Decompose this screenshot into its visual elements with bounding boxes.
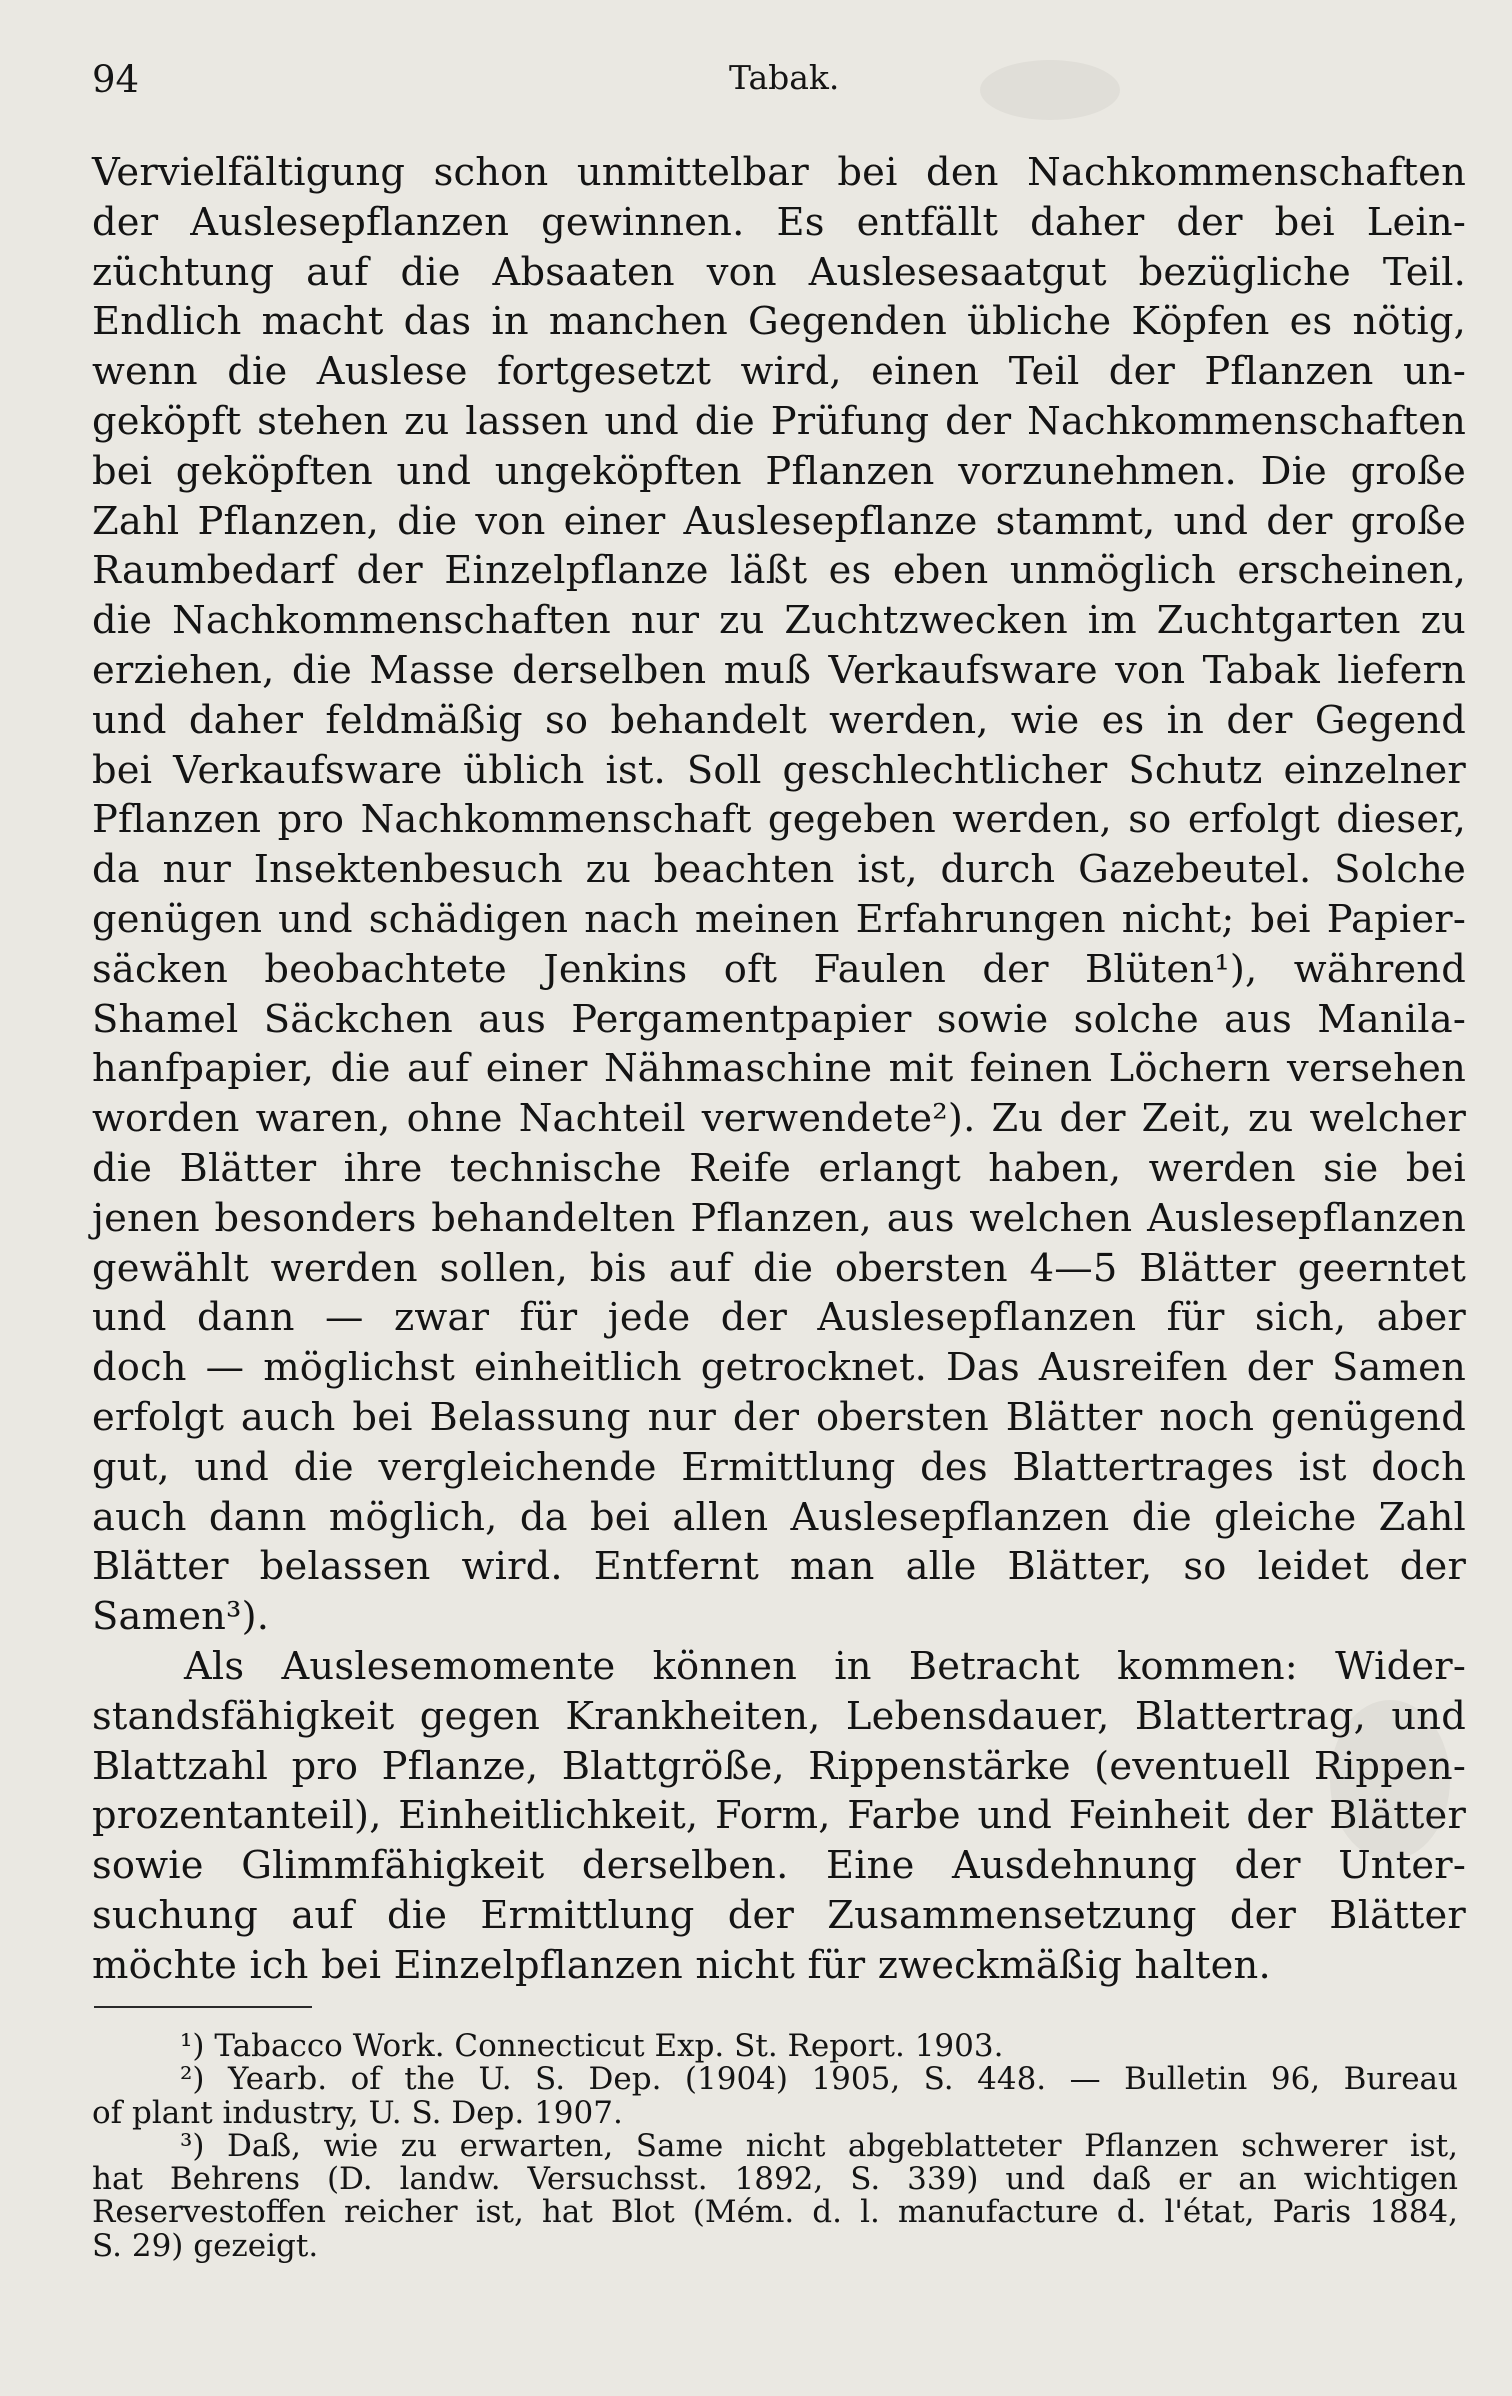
- text-line: der Auslesepflanzen gewinnen. Es entfällt daher der bei Lein-: [92, 199, 1466, 245]
- text-line: gewählt werden sollen, bis auf die obersten 4—5 Blätter geerntet: [92, 1245, 1466, 1291]
- text-line: Pflanzen pro Nachkommenschaft gegeben werden, so erfolgt dieser,: [92, 797, 1466, 843]
- text-line: die Blätter ihre technische Reife erlangt haben, werden sie bei: [92, 1145, 1466, 1191]
- text-line: doch — möglichst einheitlich getrocknet. Das Ausreifen der Samen: [92, 1345, 1466, 1391]
- footnote-line: hat Behrens (D. landw. Versuchsst. 1892, S. 339) und daß er an wichtigen: [92, 2161, 1458, 2198]
- text-line: Shamel Säckchen aus Pergamentpapier sowie solche aus Manila-: [92, 996, 1466, 1042]
- text-line: gut, und die vergleichende Ermittlung des Blattertrages ist doch: [92, 1444, 1466, 1490]
- text-line: worden waren, ohne Nachteil verwendete²). Zu der Zeit, zu welcher: [92, 1096, 1466, 1142]
- text-line: Zahl Pflanzen, die von einer Auslesepflanze stammt, und der große: [92, 498, 1466, 544]
- text-line: suchung auf die Ermittlung der Zusammensetzung der Blätter: [92, 1892, 1466, 1938]
- text-line: da nur Insektenbesuch zu beachten ist, durch Gazebeutel. Solche: [92, 847, 1466, 893]
- footnotes: [92, 2030, 1458, 2263]
- text-line: Samen³).: [92, 1594, 270, 1640]
- text-line: Raumbedarf der Einzelpflanze läßt es eben unmöglich erscheinen,: [92, 548, 1466, 594]
- text-line: genügen und schädigen nach meinen Erfahrungen nicht; bei Papier-: [92, 896, 1466, 942]
- footnote-line: ¹) Tabacco Work. Connecticut Exp. St. Report. 1903.: [180, 2028, 1004, 2064]
- footnote-line: of plant industry, U. S. Dep. 1907.: [92, 2094, 623, 2131]
- text-line: und daher feldmäßig so behandelt werden, wie es in der Gegend: [92, 697, 1466, 743]
- text-line: wenn die Auslese fortgesetzt wird, einen Teil der Pflanzen un-: [92, 349, 1466, 395]
- text-line: prozentanteil), Einheitlichkeit, Form, Farbe und Feinheit der Blätter: [92, 1793, 1466, 1839]
- text-line: möchte ich bei Einzelpflanzen nicht für zweckmäßig halten.: [92, 1942, 1271, 1988]
- text-line: hanfpapier, die auf einer Nähmaschine mit feinen Löchern versehen: [92, 1046, 1466, 1092]
- text-line: Endlich macht das in manchen Gegenden übliche Köpfen es nötig,: [92, 299, 1466, 345]
- text-line: Blätter belassen wird. Entfernt man alle Blätter, so leidet der: [92, 1544, 1466, 1590]
- text-line: sowie Glimmfähigkeit derselben. Eine Ausdehnung der Unter-: [92, 1843, 1466, 1889]
- footnote-line: Reservestoffen reicher ist, hat Blot (Mém. d. l. manufacture d. l'état, Paris 1884,: [92, 2194, 1458, 2231]
- text-line: Vervielfältigung schon unmittelbar bei den Nachkommenschaften: [92, 150, 1466, 195]
- text-line: die Nachkommenschaften nur zu Zuchtzwecken im Zuchtgarten zu: [92, 598, 1466, 644]
- text-line: Als Auslesemomente können in Betracht kommen: Wider-: [184, 1643, 1466, 1689]
- text-line: züchtung auf die Absaaten von Auslesesaatgut bezügliche Teil.: [92, 249, 1466, 295]
- text-line: bei geköpften und ungeköpften Pflanzen vorzunehmen. Die große: [92, 448, 1466, 494]
- text-line: standsfähigkeit gegen Krankheiten, Lebensdauer, Blattertrag, und: [92, 1693, 1466, 1739]
- running-head: Tabak.: [729, 58, 840, 97]
- body-text: [92, 148, 1466, 1990]
- text-line: Blattzahl pro Pflanze, Blattgröße, Rippenstärke (eventuell Rippen-: [92, 1743, 1466, 1789]
- page-header: [92, 58, 1462, 118]
- text-line: geköpft stehen zu lassen und die Prüfung der Nachkommenschaften: [92, 398, 1466, 444]
- text-line: bei Verkaufsware üblich ist. Soll geschlechtlicher Schutz einzelner: [92, 747, 1466, 793]
- text-line: und dann — zwar für jede der Auslesepflanzen für sich, aber: [92, 1295, 1466, 1341]
- footnote-line: ²) Yearb. of the U. S. Dep. (1904) 1905, S. 448. — Bulletin 96, Bureau: [180, 2061, 1458, 2098]
- footnote-separator: [94, 2006, 312, 2008]
- text-line: säcken beobachtete Jenkins oft Faulen der Blüten¹), während: [92, 946, 1466, 992]
- footnote-line: ³) Daß, wie zu erwarten, Same nicht abgeblatteter Pflanzen schwerer ist,: [180, 2127, 1458, 2164]
- footnote-line: S. 29) gezeigt.: [92, 2227, 319, 2264]
- text-line: jenen besonders behandelten Pflanzen, aus welchen Auslesepflanzen: [92, 1195, 1466, 1241]
- text-line: auch dann möglich, da bei allen Auslesepflanzen die gleiche Zahl: [92, 1494, 1466, 1540]
- page-number: 94: [92, 58, 140, 101]
- text-line: erziehen, die Masse derselben muß Verkaufsware von Tabak liefern: [92, 647, 1466, 693]
- text-line: erfolgt auch bei Belassung nur der obersten Blätter noch genügend: [92, 1394, 1466, 1440]
